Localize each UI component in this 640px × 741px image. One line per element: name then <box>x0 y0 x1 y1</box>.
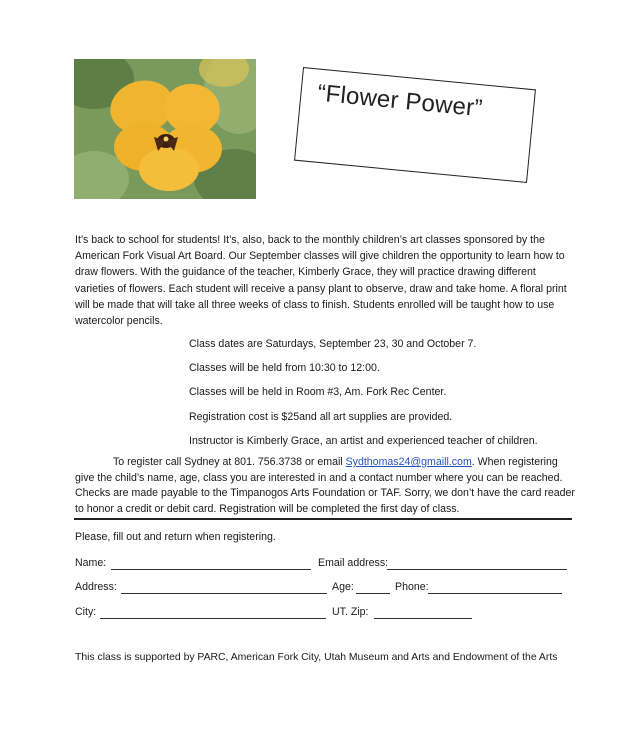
footer-sponsors: This class is supported by PARC, American Fork City, Utah Museum and Arts and Endowment of the Arts <box>75 652 558 663</box>
address-label: Address: <box>75 581 117 593</box>
city-field[interactable] <box>100 618 326 619</box>
phone-label: Phone: <box>395 581 429 593</box>
form-row-city <box>75 606 575 622</box>
detail-time: Classes will be held from 10:30 to 12:00. <box>189 362 380 375</box>
form-row-name-email <box>75 557 575 573</box>
address-field[interactable] <box>121 593 327 594</box>
detail-instructor: Instructor is Kimberly Grace, an artist and experienced teacher of children. <box>189 434 538 447</box>
class-details <box>189 336 589 457</box>
detail-cost: Registration cost is $25and all art supplies are provided. <box>189 410 453 423</box>
register-paragraph <box>75 455 575 517</box>
phone-field[interactable] <box>428 593 562 594</box>
register-text-start: To register call Sydney at 801. 756.3738 or email <box>113 456 346 468</box>
page-title: “Flower Power” <box>316 79 484 123</box>
age-field[interactable] <box>356 593 390 594</box>
city-label: City: <box>75 606 97 618</box>
email-label: Email address: <box>318 557 389 569</box>
name-field[interactable] <box>111 569 311 570</box>
form-row-address <box>75 581 575 597</box>
state-zip-label: UT. Zip: <box>332 606 369 618</box>
title-box <box>294 67 536 183</box>
detail-dates: Class dates are Saturdays, September 23, 30 and October 7. <box>189 338 477 350</box>
name-label: Name: <box>75 557 107 569</box>
divider <box>74 518 572 520</box>
age-label: Age: <box>332 581 354 593</box>
zip-field[interactable] <box>374 618 472 619</box>
register-text-end: . When registering give the child’s name, age, class you are interested in and a contact number where you can be reached. Checks are made payable to the Timpanogos Arts Foundation or TAF. Sorry, we don’t have the card reader to honor a credit or debit card. Registration will be completed the first day of class. <box>75 456 575 515</box>
email-link[interactable]: Sydthomas24@gmaill.com <box>345 456 472 468</box>
form-instruction: Please, fill out and return when registering. <box>75 531 276 543</box>
pansy-photo <box>74 59 256 199</box>
detail-location: Classes will be held in Room #3, Am. Fork Rec Center. <box>189 386 447 399</box>
intro-paragraph: It’s back to school for students! It’s, also, back to the monthly children’s art classes sponsored by the American Fork Visual Art Board. Our September classes will give children the opportunity to learn how to draw flowers. With the guidance of the teacher, Kimberly Grace, they will practice drawing different varieties of flowers. Each student will receive a pansy plant to observe, draw and take home. A floral print will be made that will take all three weeks of class to finish. Students enrolled will be taught how to use watercolor pencils. <box>75 234 567 328</box>
email-field[interactable] <box>387 569 567 570</box>
